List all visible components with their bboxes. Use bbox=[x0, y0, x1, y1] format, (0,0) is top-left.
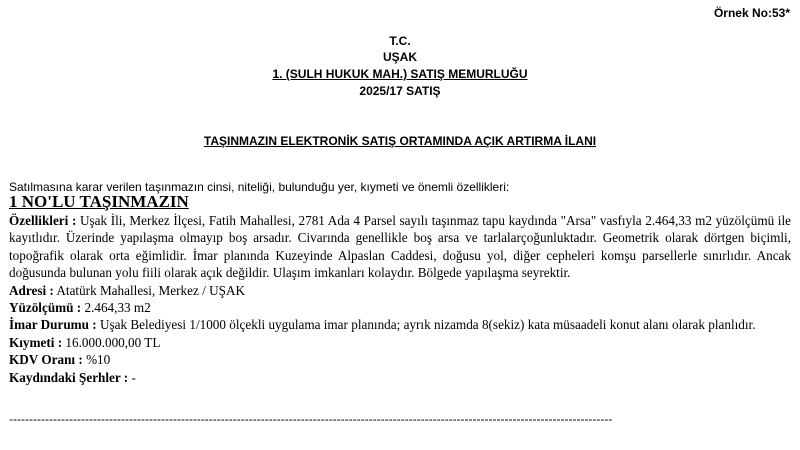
property-details bbox=[9, 212, 791, 386]
vat-row bbox=[9, 351, 791, 368]
zoning-label: İmar Durumu : bbox=[9, 317, 97, 333]
value-value: 16.000.000,00 TL bbox=[62, 334, 161, 350]
zoning-value: Uşak Belediyesi 1/1000 ölçekli uygulama imar planında; ayrık nizamda 8(sekiz) kata müsaadeli konut alanı olarak planlıdır. bbox=[96, 317, 756, 333]
address-label: Adresi : bbox=[9, 282, 54, 298]
address-value: Atatürk Mahallesi, Merkez / UŞAK bbox=[53, 282, 245, 298]
area-value: 2.464,33 m2 bbox=[81, 300, 151, 316]
features-value: Uşak İli, Merkez İlçesi, Fatih Mahallesi, 2781 Ada 4 Parsel sayılı taşınmaz tapu kaydında "Arsa" vasfıyla 2.464,33 m2 yüzölçümü ile kayıtlıdır. Üzerinde yapılaşma olmayıp boş arsadır. Civarında genellikle boş arsa ve tarlalarçoğunluktadır. Geometrik olarak dörtgen biçimli, topoğrafik olarak orta eğimlidir. İmar planında Kuzeyinde Alpaslan Caddesi, doğusu yol, diğer cepheleri komşu parsellerle sınırlıdır. Ancak doğusunda bulunan yolu fiili olarak açık değildir. Ulaşım imkanları kolaydır. Bölgede yapılaşma seyrektir. bbox=[9, 213, 791, 281]
address-row bbox=[9, 282, 791, 299]
header-case-number: 2025/17 SATIŞ bbox=[359, 84, 441, 98]
annotations-value: - bbox=[128, 369, 136, 385]
features-row bbox=[9, 212, 791, 282]
divider-line: ------------------------------------------------------------------------------------------------------------------------------------------------------- bbox=[9, 412, 613, 426]
intro-text: Satılmasına karar verilen taşınmazın cinsi, niteliği, bulunduğu yer, kıymeti ve önemli özellikleri: bbox=[9, 180, 510, 194]
area-label: Yüzölçümü : bbox=[9, 300, 82, 316]
value-label: Kıymeti : bbox=[9, 334, 63, 350]
header-office: 1. (SULH HUKUK MAH.) SATIŞ MEMURLUĞU bbox=[272, 67, 528, 81]
area-row bbox=[9, 299, 791, 316]
annotations-label: Kaydındaki Şerhler : bbox=[9, 369, 129, 385]
notice-title: TAŞINMAZIN ELEKTRONİK SATIŞ ORTAMINDA AÇIK ARTIRMA İLANI bbox=[203, 134, 597, 148]
sample-number: Örnek No:53* bbox=[713, 6, 790, 20]
zoning-row bbox=[9, 316, 791, 333]
features-label: Özellikleri : bbox=[9, 213, 77, 228]
value-row bbox=[9, 334, 791, 351]
annotations-row bbox=[9, 369, 791, 386]
header-city: UŞAK bbox=[382, 50, 417, 64]
vat-value: %10 bbox=[82, 352, 111, 368]
vat-label: KDV Oranı : bbox=[9, 352, 83, 368]
property-title: 1 NO'LU TAŞINMAZIN bbox=[9, 192, 189, 211]
header-tc: T.C. bbox=[389, 34, 411, 48]
